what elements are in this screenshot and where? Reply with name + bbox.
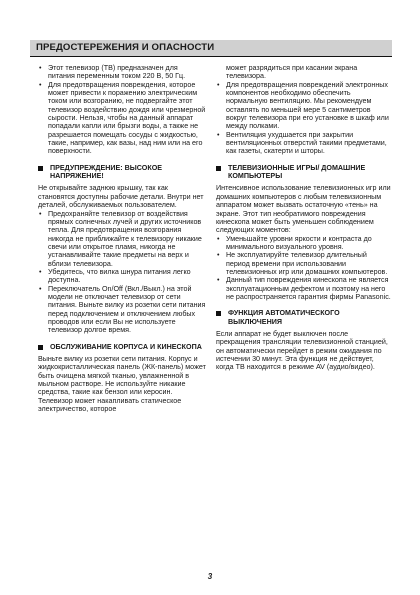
list-item: • Вентиляция ухудшается при закрытии вентиляционных отверстий такими предметами, как газеты, скатерти и шторы. [216,131,392,156]
page-title: ПРЕДОСТЕРЕЖЕНИЯ И ОПАСНОСТИ [36,42,215,53]
paragraph: Выньте вилку из розетки сети питания. Корпус и жидкокристаллическая панель (ЖК-панель) может быть очищена мягкой тканью, увлажненной в мыльном растворе. Не используйте никакие средства, такие как бензол или керосин. Телевизор может накапливать статическое электричество, которое [38,355,206,414]
list-item: • Для предотвращения повреждения, которое может привести к поражению электрическим током или возгоранию, не подвергайте этот телевизор воздействию дождя или чрезмерной сырости. Нельзя, чтобы на данный аппарат попадали капли или брызги воды, а также не разрешается помещать сосуды с жидкостью, такие, например, как вазы, над ним или на его поверхности. [38,81,206,156]
paragraph: Интенсивное использование телевизионных игр или домашних компьютеров с любым телевизионным аппаратом может вызвать остаточную «тень» на экране. Этот тип необратимого повреждения кинескопа может быть уменьшен соблюдением следующих моментов: [216,184,391,235]
paragraph-continued: может разрядиться при касании экрана телевизора. [226,64,358,81]
square-bullet-icon [38,345,43,350]
list-item: • Данный тип повреждения кинескопа не является эксплуатационным дефектом и поэтому на него не распространяется гарантия фирмы Panasonic. [216,276,392,301]
section-heading-service: ОБСЛУЖИВАНИЕ КОРПУСА И КИНЕСКОПА [38,343,206,351]
section-heading-warning: ПРЕДУПРЕЖДЕНИЕ: ВЫСОКОЕ НАПРЯЖЕНИЕ! [38,164,206,181]
bullet-list [38,64,206,156]
page-number: 3 [207,572,213,581]
list-item: • Переключатель On/Off (Вкл./Выкл.) на этой модели не отключает телевизор от сети питания. Выньте вилку из розетки сети питания перед подключением и отключением любых проводов или если Вы не используете телевизор долгое время. [38,285,206,335]
left-column [38,64,206,413]
list-item: • Убедитесь, что вилка шнура питания легко доступна. [38,268,206,285]
section-heading-games: ТЕЛЕВИЗИОННЫЕ ИГРЫ/ ДОМАШНИЕ КОМПЬЮТЕРЫ [216,164,392,181]
bullet-list [216,235,392,302]
list-item: • Для предотвращения повреждений электронных компонентов необходимо обеспечить нормальную вентиляцию. Мы рекомендуем оставлять по меньшей мере 5 сантиметров вокруг телевизора при его установке в шкаф или между полками. [216,81,392,131]
list-item: • Предохраняйте телевизор от воздействия прямых солнечных лучей и других источников тепла. Для предотвращения возгорания никогда не приближайте к телевизору никакие свечи или открытое пламя, никогда не устанавливайте такие предметы на верх и вблизи телевизора. [38,210,206,268]
square-bullet-icon [38,166,43,171]
square-bullet-icon [216,166,221,171]
square-bullet-icon [216,311,221,316]
right-column [216,64,392,372]
section-heading-auto-off: ФУНКЦИЯ АВТОМАТИЧЕСКОГО ВЫКЛЮЧЕНИЯ [216,309,392,326]
paragraph: Если аппарат не будет выключен после прекращения трансляции телевизионной станцией, он автоматически перейдет в режим ожидания по истечении 30 минут. Эта функция не действует, когда ТВ находится в режиме AV (аудио/видео). [216,329,388,372]
list-item: • Уменьшайте уровни яркости и контраста до минимального визуального уровня. [216,235,392,252]
list-item: • Этот телевизор (ТВ) предназначен для питания переменным током 220 В, 50 Гц. [38,64,206,81]
bullet-list [216,81,392,156]
section-title-bar [30,40,392,57]
bullet-list [38,210,206,335]
paragraph: Не открывайте заднюю крышку, так как становятся доступны рабочие детали. Внутри нет деталей, обслуживаемых пользователем. [38,184,204,210]
list-item: • Не эксплуатируйте телевизор длительный период времени при использовании телевизионных игр или домашних компьютеров. [216,251,392,276]
